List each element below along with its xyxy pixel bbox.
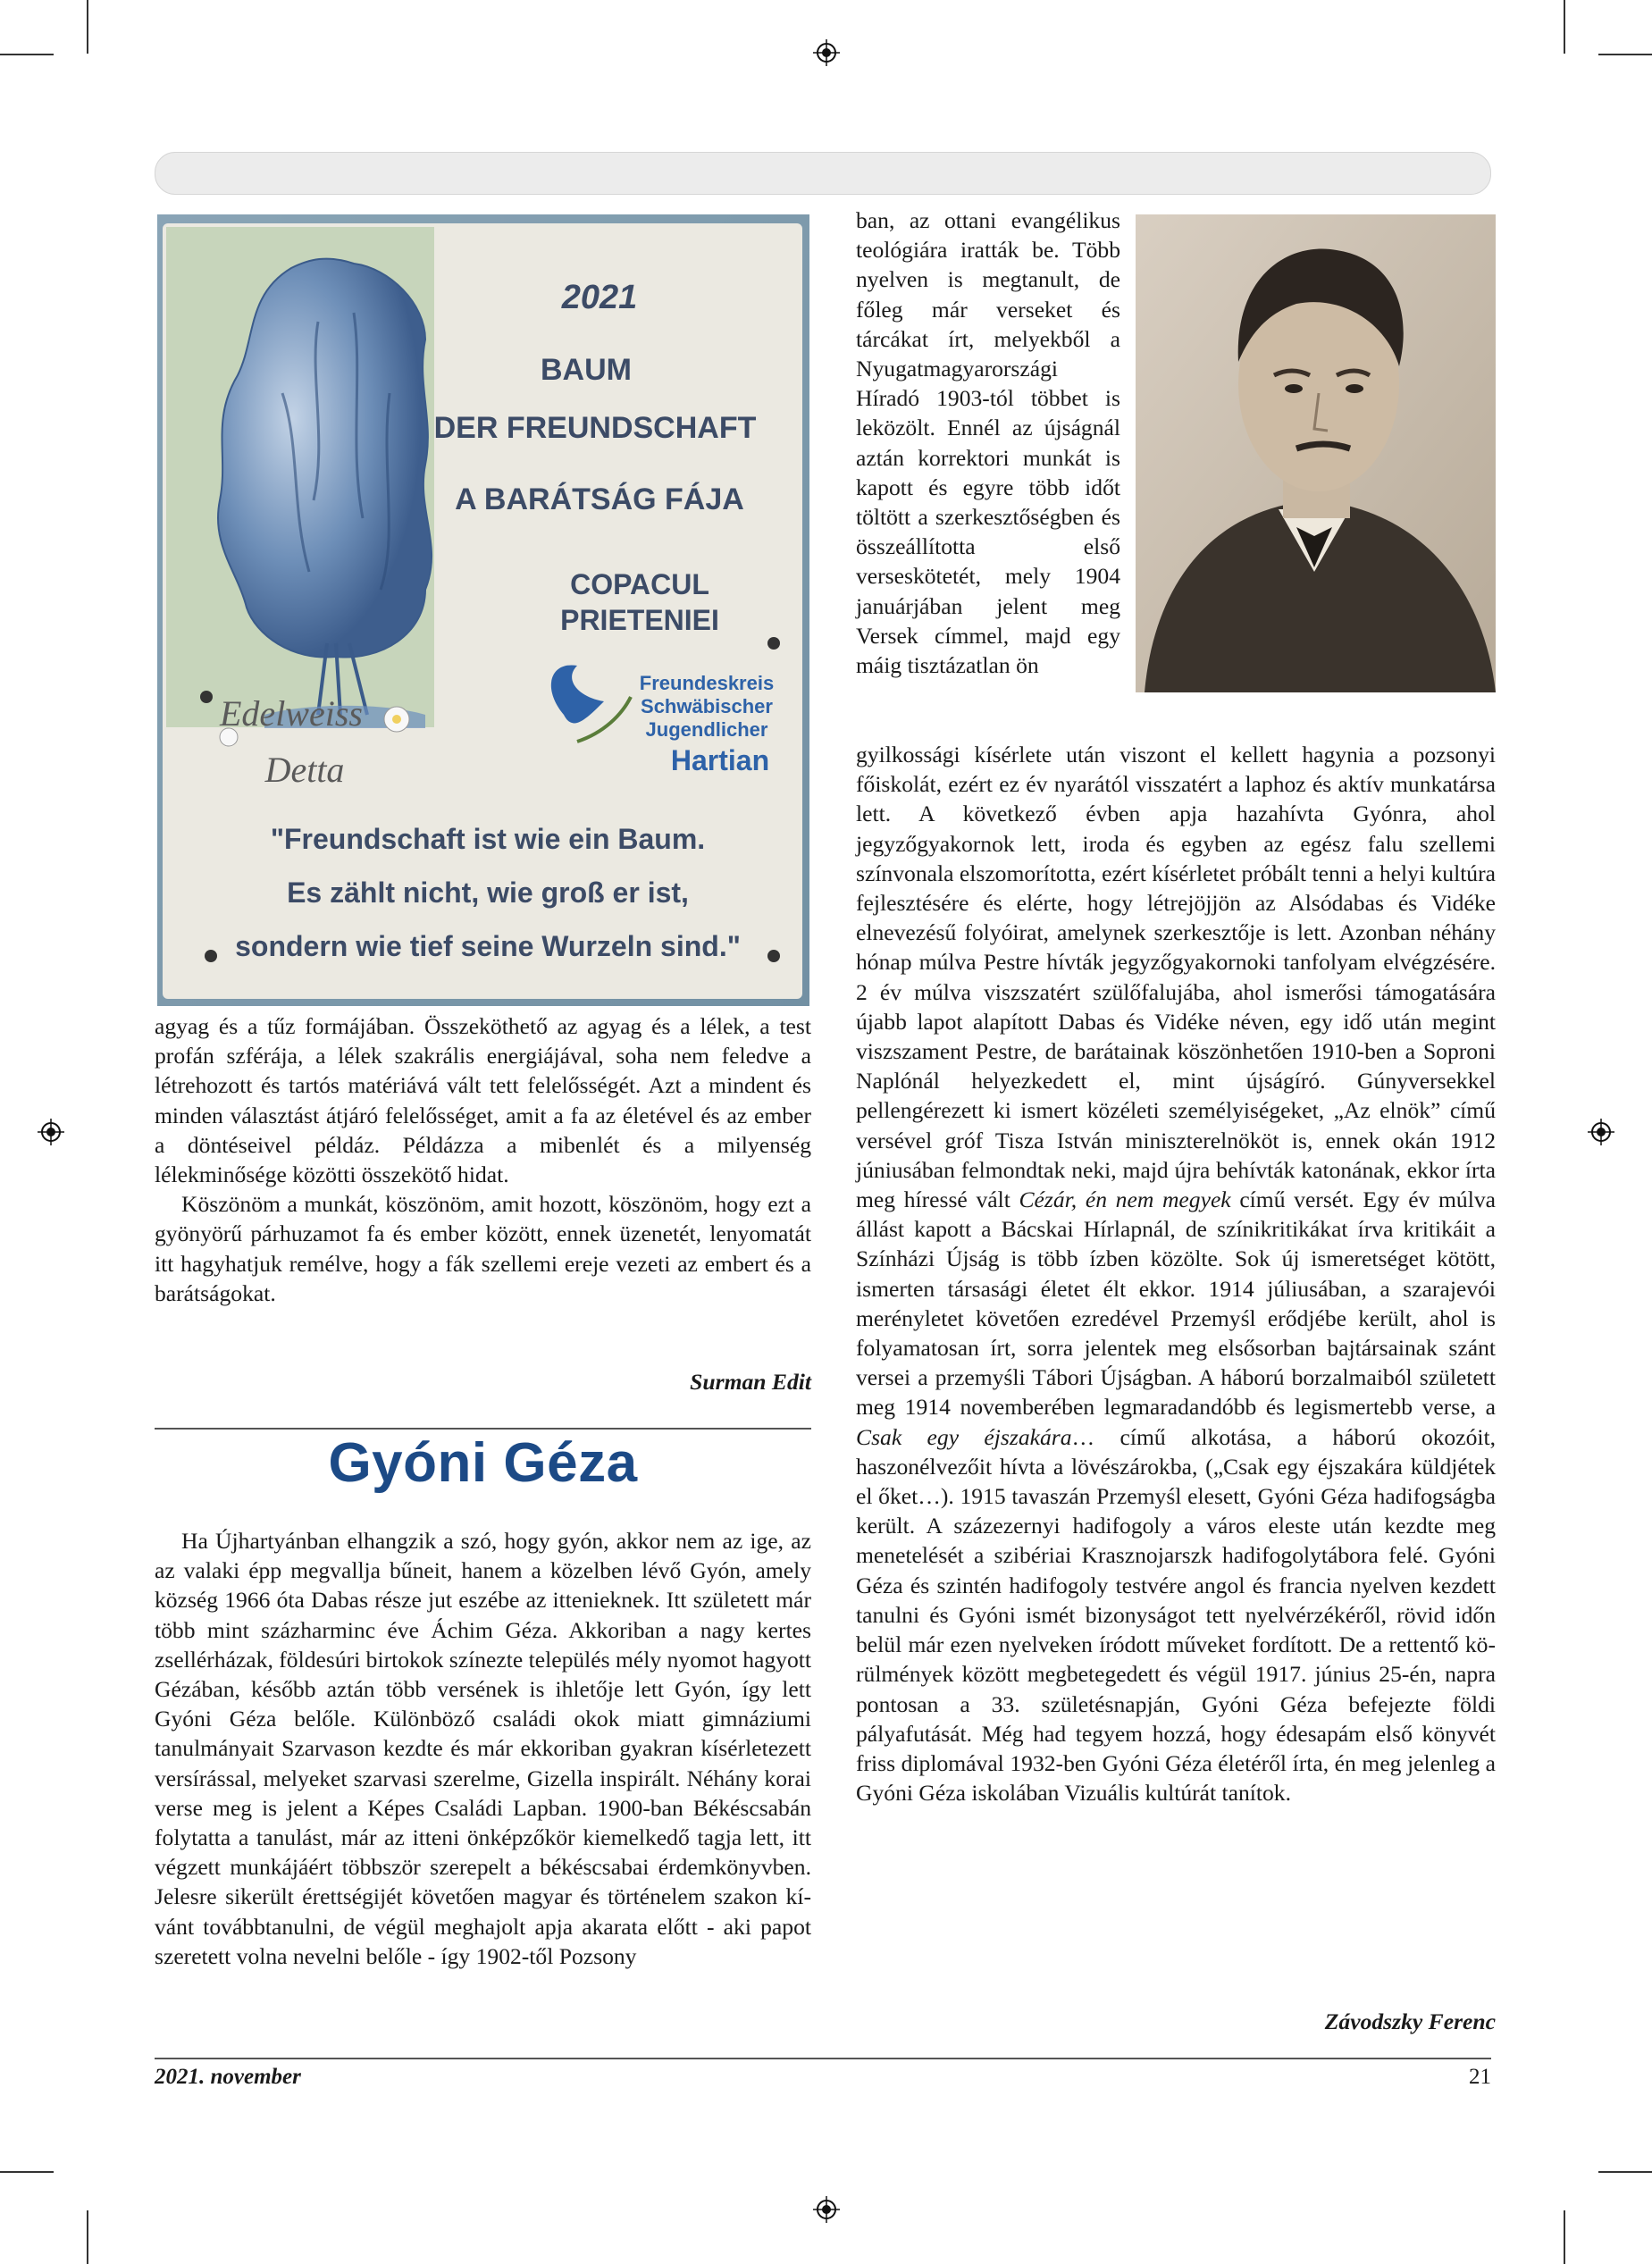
poem-title: Csak egy éjszakára: [856, 1423, 1072, 1450]
footer-rule: [155, 2058, 1491, 2059]
article2-right-narrow: [856, 205, 1120, 680]
text-run: című versét. Egy év múlva állást kapott a Bácskai Hírlapnál, de színikritikákat írva kritikáit a Színházi Újság is több ízben közölte. Sok új ismeretséget kötött, ismerten társasági életet élt ekkor. 1914 júliusában, a szarajevói merényletet követően ezredével Przemyśl erődjébe került, ahol is folyamatosan írt, sorra jelentek meg elsősorban bajtársainak szánt versei a przemyśli Tábori Újságban. A háború borzalmaiból született meg 1914 novemberében legmaradandóbb és legismertebb verse, a: [856, 1187, 1496, 1421]
plaque-org1: Freundeskreis: [639, 672, 775, 694]
plaque-quote2: Es zählt nicht, wie groß er ist,: [287, 876, 689, 909]
crop-mark: [0, 54, 54, 55]
article2-right-column: [856, 740, 1496, 1807]
article1-signature: Surman Edit: [690, 1369, 811, 1395]
footer-date: 2021. november: [155, 2065, 301, 2089]
poem-title: Cézár, én nem megyek: [1019, 1187, 1231, 1213]
plaque-photo: [157, 214, 809, 1006]
plaque-line2: DER FREUNDSCHAFT: [433, 411, 757, 445]
portrait-photo: [1136, 214, 1496, 692]
crop-mark: [87, 2210, 88, 2264]
article2-paragraph: ban, az ottani evangélikus teológiára iratták be. Több nyelven is megtanult, de főleg már verseket és tárcákat írt, melyekből a Nyugatmagyarországi Híradó 1903-tól többet is leközölt. Ennél az újságnál aztán korrektori munkát is kapott és egyre több időt töltött a szerkesztőségben és összeállította első verseskötetét, mely 1904 januárjában jelent meg Versek címmel, majd egy máig tisztázatlan ön: [856, 207, 1120, 679]
plaque-line4: COPACUL: [570, 568, 709, 600]
registration-mark-icon: [38, 1119, 64, 1145]
header-bar: [155, 152, 1491, 195]
plaque-line1: BAUM: [541, 353, 632, 387]
registration-mark-icon: [1588, 1119, 1614, 1145]
plaque-line5: PRIETENIEI: [560, 604, 719, 636]
article2-signature: Závodszky Ferenc: [1324, 2008, 1496, 2034]
plaque-line3: A BARÁTSÁG FÁJA: [455, 482, 744, 516]
crop-mark: [1598, 2171, 1652, 2173]
crop-mark: [0, 2171, 54, 2173]
text-run: … című alkotása, a háború okozóit, haszonélvezőit hívta a lövészárokba, („Csak egy éjszakára küldjétek el őket…). 1915 tavaszán Przemyśl elesett, Gyóni Géza hadifogságba került. A százezernyi hadifogoly a város eleste után kezdte meg menetelését a szibériai Krasznojarszk hadifogolytábora felé. Gyóni Géza és szintén hadifogoly testvére angol és francia nyelven kezdett tanulni és Gyóni ismét bizonyságot tett nyelvérzékéről, rövid időn belül már ezen nyelveken íródott műveket fordított. De a rettentő körülmények között megbetegedett és végül 1917. június 25-én, napra pontosan a 33. születésnapján, Gyóni Géza befejezte földi pályafutását. Még had tegyem hozzá, hogy édesapám első könyvét friss diplomával 1932-ben Gyóni Géza életéről írta, én meg jelenleg a Gyóni Géza iskolában Vizuális kultúrát tanítok.: [856, 1423, 1496, 1807]
plaque-script1: Edelweiss: [220, 693, 363, 734]
page-number: 21: [1469, 2065, 1491, 2089]
crop-mark: [1598, 54, 1652, 55]
plaque-quote3: sondern wie tief seine Wurzeln sind.": [235, 930, 741, 962]
crop-mark: [1564, 0, 1565, 54]
plaque-year: 2021: [561, 279, 638, 316]
plaque-quote1: "Freundschaft ist wie ein Baum.: [270, 823, 706, 855]
plaque-org4: Hartian: [670, 744, 770, 776]
article1-text: [155, 1011, 811, 1308]
section-divider: [155, 1428, 811, 1430]
crop-mark: [1564, 2210, 1565, 2264]
registration-mark-icon: [813, 39, 840, 66]
registration-mark-icon: [813, 2196, 840, 2223]
article1-paragraph: Köszönöm a munkát, köszönöm, amit hozott, köszönöm, hogy ezt a gyönyörű párhuzamot fa és ember között, ennek üzenetét, lenyomatát itt hagyhatjuk remélve, hogy a fák szellemi ereje vezeti az embert és a barátságokat.: [155, 1191, 811, 1306]
plaque-script2: Detta: [264, 750, 345, 790]
plaque-org3: Jugendlicher: [645, 718, 768, 741]
article2-paragraph: [856, 740, 1496, 1807]
article2-title: Gyóni Géza: [328, 1432, 638, 1494]
text-run: gyilkossági kísérlete után viszont el kellett hagynia a pozsonyi főiskolát, ezért ez év nyarától visszatért a laphoz és aktív munkatársa lett. A következő évben apja hazahívta Gyónra, ahol jegyzőgyakornok lett, iroda és egyben az egész falu szellemi színvonala elszomorította, ezért kísérletet próbált tenni a helyi kultúra fejlesztésére és elérte, hogy létrejöjjön az Alsódabas és Vidéke elnevezésű folyóirat, amelynek szerkesztője is lett. Azonban néhány hónap múlva Pestre hívták jegyzőgyakornoki tanfolyam elvégzésére. 2 év múlva viszszatért szülőfalujába, ahol ismerősi támogatására újabb lapot alapított Dabas és Vidéke néven, egy idő után megint viszszament Pestre, de barátainak köszönhetően 1910-ben a Soproni Naplónál helyezkedett el, mint újságíró. Gúnyversekkel pellengérezett ki ismert közéleti személyiségeket, „Az elnök” című versével gróf Tisza István miniszterelnököt is, ennek okán 1912 júniusában felmondtak neki, majd újra behívták katonának, ekkor írta meg híressé vált: [856, 742, 1496, 1213]
article2-left-column: [155, 1526, 811, 1971]
article1-paragraph: agyag és a tűz formájában. Összeköthető az agyag és a lélek, a test profán szférája, a lélek szakrális energiájával, soha nem feledve a létrehozott és tartós matériává vált tett felelősségét. Azt a mindent és minden választást átjáró felelősséget, amit a fa az életével és az ember a döntéseivel példáz. Példázza a mibenlét és a milyenség lélekminősége közötti összekötő hidat.: [155, 1013, 811, 1188]
plaque-org2: Schwäbischer: [641, 695, 773, 717]
article2-paragraph: Ha Újhartyánban elhangzik a szó, hogy gyón, akkor nem az ige, az az valaki épp megvallja bűneit, hanem a közelben lévő Gyón, amely község 1966 óta Dabas része jut eszébe az ittenieknek. Itt született már több mint százharminc éve Áchim Géza. Akkoriban a nagy kertes zsellérházak, földesúri birtokok színezte település mély nyomot hagyott Gézában, később aztán több versének is ihletője lett Gyón, így lett Gyóni Géza belőle. Különböző családi okok miatt gimnáziumi tanulmányait Szarvason kezdte és már ekkoriban gyakran kísérletezett versírással, melyeket szarvasi szerelme, Gizella inspirált. Néhány korai verse meg is jelent a Képes Családi Lapban. 1900-ban Békéscsabán folytatta a tanulást, már az itteni önképzőkör kiemelkedő tagja lett, itt végzett munkájáért többször szerepelt a békéscsabai érdemkönyvben. Jelesre sikerült érettségijét követően magyar és történelem szakon kívánt továbbtanulni, de végül meghajolt apja akarata előtt - aki papot szeretett volna nevelni belőle - így 1902-től Pozsony: [155, 1528, 811, 1969]
crop-mark: [87, 0, 88, 54]
